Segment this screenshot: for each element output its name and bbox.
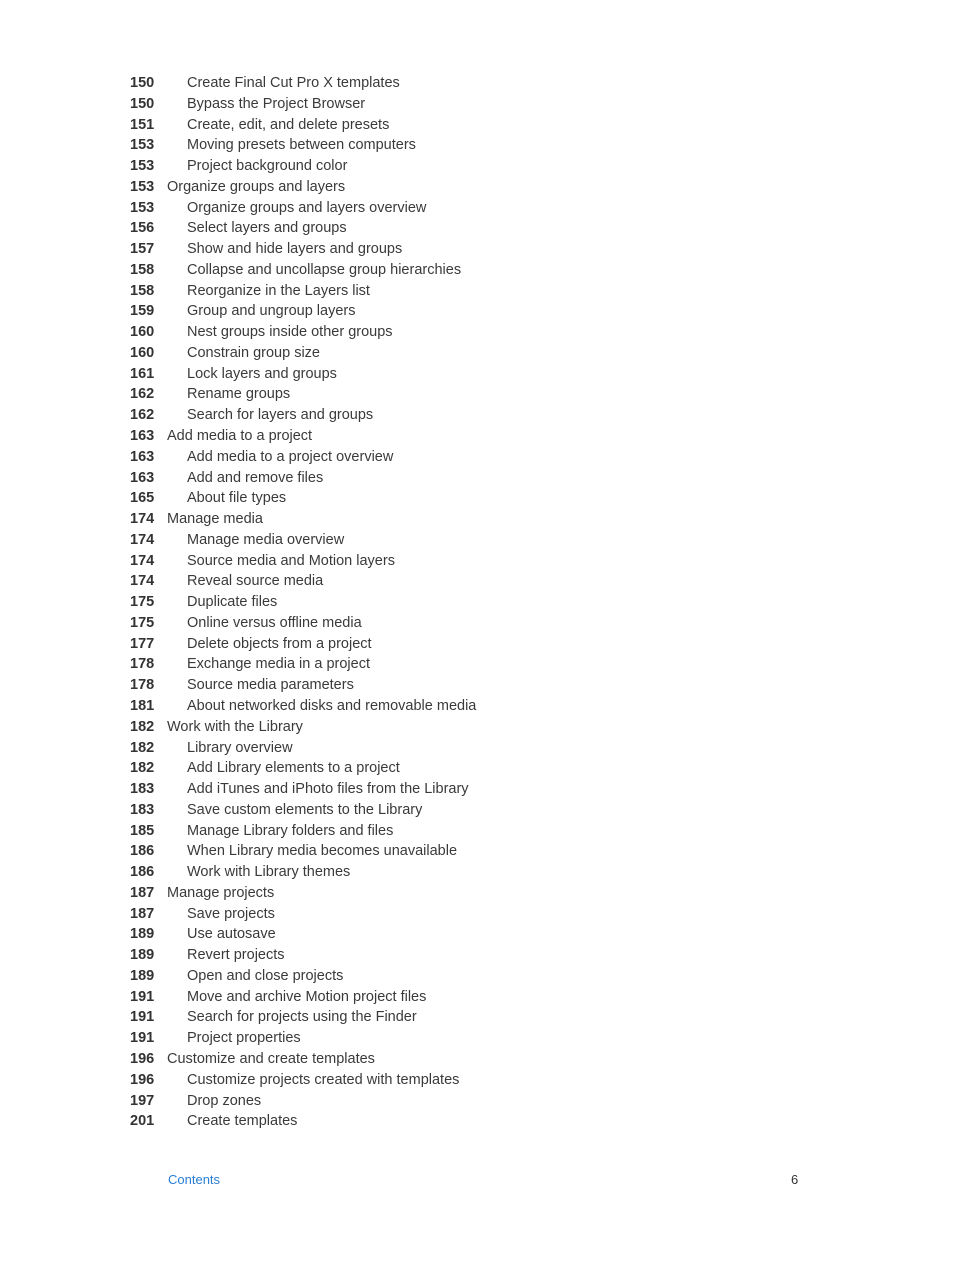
toc-entry[interactable] [130, 821, 730, 842]
toc-entry[interactable] [130, 675, 730, 696]
toc-title-link[interactable]: Online versus offline media [187, 614, 362, 631]
toc-page-number: 174 [130, 552, 155, 569]
toc-entry[interactable] [130, 696, 730, 717]
table-of-contents [130, 73, 730, 1132]
toc-page-number: 161 [130, 365, 155, 382]
toc-entry[interactable] [130, 1070, 730, 1091]
toc-title-link[interactable]: Source media parameters [187, 677, 354, 694]
toc-page-number: 196 [130, 1050, 155, 1067]
toc-title-link[interactable]: Add and remove files [187, 469, 324, 486]
toc-entry[interactable] [130, 239, 730, 260]
toc-chapter-entry[interactable] [130, 1049, 730, 1070]
toc-title-link[interactable]: Search for layers and groups [187, 407, 374, 424]
toc-entry[interactable] [130, 73, 730, 94]
toc-title-link[interactable]: Work with the Library [167, 718, 303, 735]
toc-page-number: 191 [130, 988, 155, 1005]
toc-page-number: 165 [130, 490, 155, 507]
toc-page-number: 186 [130, 843, 155, 860]
toc-entry[interactable] [130, 592, 730, 613]
toc-entry[interactable] [130, 260, 730, 281]
toc-title-link[interactable]: Source media and Motion layers [187, 552, 395, 569]
toc-title-link[interactable]: Nest groups inside other groups [187, 324, 393, 341]
toc-entry[interactable] [130, 904, 730, 925]
toc-page-number: 162 [130, 407, 155, 424]
toc-entry[interactable] [130, 945, 730, 966]
toc-chapter-entry[interactable] [130, 883, 730, 904]
toc-entry[interactable] [130, 1028, 730, 1049]
toc-title-link[interactable]: Project background color [187, 158, 348, 175]
toc-page-number: 183 [130, 781, 155, 798]
toc-entry[interactable] [130, 405, 730, 426]
toc-page-number: 187 [130, 884, 155, 901]
toc-entry[interactable] [130, 779, 730, 800]
page-number: 6 [791, 1172, 799, 1187]
toc-title-link[interactable]: Moving presets between computers [187, 137, 416, 154]
toc-page-number: 196 [130, 1071, 155, 1088]
toc-page-number: 174 [130, 573, 155, 590]
toc-entry[interactable] [130, 218, 730, 239]
toc-page-number: 201 [130, 1113, 155, 1130]
toc-title-link[interactable]: Add media to a project [167, 428, 313, 445]
toc-title-link[interactable]: Manage media [167, 511, 263, 528]
toc-page-number: 174 [130, 531, 155, 548]
toc-title-link[interactable]: Add Library elements to a project [187, 760, 400, 777]
toc-entry[interactable] [130, 654, 730, 675]
toc-page-number: 191 [130, 1009, 155, 1026]
toc-entry[interactable] [130, 198, 730, 219]
toc-entry[interactable] [130, 738, 730, 759]
toc-title-link[interactable]: Bypass the Project Browser [187, 95, 366, 112]
toc-title-link[interactable]: Constrain group size [187, 344, 320, 361]
toc-title-link[interactable]: About file types [187, 490, 287, 507]
toc-page-number: 158 [130, 261, 155, 278]
toc-title-link[interactable]: Create Final Cut Pro X templates [187, 75, 400, 91]
toc-entry[interactable] [130, 281, 730, 302]
toc-page-number: 182 [130, 760, 155, 777]
toc-page-number: 177 [130, 635, 155, 652]
toc-title-link[interactable]: Save projects [187, 905, 275, 922]
toc-entry[interactable] [130, 322, 730, 343]
toc-page-number: 182 [130, 739, 155, 756]
toc-chapter-entry[interactable] [130, 717, 730, 738]
toc-title-link[interactable]: Search for projects using the Finder [187, 1009, 417, 1026]
toc-page-number: 156 [130, 220, 155, 237]
toc-page-number: 189 [130, 947, 155, 964]
toc-title-link[interactable]: Work with Library themes [187, 864, 351, 881]
toc-page-number: 178 [130, 656, 155, 673]
toc-title-link[interactable]: Drop zones [187, 1092, 262, 1109]
toc-title-link[interactable]: Create templates [187, 1113, 298, 1130]
toc-page-number: 162 [130, 386, 155, 403]
toc-title-link[interactable]: About networked disks and removable media [187, 697, 477, 714]
toc-title-link[interactable]: Project properties [187, 1030, 301, 1047]
toc-chapter-entry[interactable] [130, 177, 730, 198]
toc-entry[interactable] [130, 384, 730, 405]
toc-title-link[interactable]: Add iTunes and iPhoto files from the Library [187, 781, 469, 798]
toc-entry[interactable] [130, 447, 730, 468]
toc-entry[interactable] [130, 800, 730, 821]
toc-title-link[interactable]: Customize and create templates [167, 1050, 375, 1067]
toc-title-link[interactable]: Show and hide layers and groups [187, 241, 403, 258]
toc-entry[interactable] [130, 987, 730, 1008]
toc-title-link[interactable]: Select layers and groups [187, 220, 347, 237]
toc-page-number: 160 [130, 324, 155, 341]
toc-entry[interactable] [130, 634, 730, 655]
toc-title-link[interactable]: Manage projects [167, 884, 275, 901]
toc-entry[interactable] [130, 613, 730, 634]
toc-page-number: 153 [130, 199, 155, 216]
toc-title-link[interactable]: Lock layers and groups [187, 365, 337, 382]
toc-page-number: 153 [130, 178, 155, 195]
toc-page-number: 178 [130, 677, 155, 694]
toc-entry[interactable] [130, 924, 730, 945]
toc-page-number: 158 [130, 282, 155, 299]
toc-page-number: 153 [130, 158, 155, 175]
toc-page-number: 185 [130, 822, 155, 839]
toc-title-link[interactable]: Customize projects created with templates [187, 1071, 460, 1088]
toc-title-link[interactable]: Open and close projects [187, 967, 344, 984]
toc-entry[interactable] [130, 115, 730, 136]
toc-page-number: 186 [130, 864, 155, 881]
toc-page-number: 189 [130, 967, 155, 984]
toc-page-number: 163 [130, 469, 155, 486]
toc-entry[interactable] [130, 488, 730, 509]
toc-page-number: 151 [130, 116, 155, 133]
toc-page-number: 183 [130, 801, 155, 818]
toc-title-link[interactable]: Revert projects [187, 947, 285, 964]
toc-entry[interactable] [130, 343, 730, 364]
toc-page-number: 191 [130, 1030, 155, 1047]
toc-chapter-entry[interactable] [130, 509, 730, 530]
toc-entry[interactable] [130, 966, 730, 987]
toc-title-link[interactable]: Collapse and uncollapse group hierarchies [187, 261, 462, 278]
toc-title-link[interactable]: Move and archive Motion project files [187, 988, 427, 1005]
toc-title-link[interactable]: Organize groups and layers overview [187, 199, 427, 216]
toc-page-number: 175 [130, 614, 155, 631]
toc-title-link[interactable]: Add media to a project overview [187, 448, 394, 465]
toc-title-link[interactable]: Manage media overview [187, 531, 345, 548]
toc-entry[interactable] [130, 156, 730, 177]
toc-page-number: 157 [130, 241, 155, 258]
toc-title-link[interactable]: Library overview [187, 739, 293, 756]
toc-title-link[interactable]: Duplicate files [187, 594, 278, 611]
toc-page-number: 187 [130, 905, 155, 922]
toc-entry[interactable] [130, 301, 730, 322]
toc-page-number: 182 [130, 718, 155, 735]
toc-entry[interactable] [130, 468, 730, 489]
toc-entry[interactable] [130, 551, 730, 572]
toc-entry[interactable] [130, 1111, 730, 1132]
toc-entry[interactable] [130, 1091, 730, 1112]
toc-page-number: 163 [130, 448, 155, 465]
toc-page-number: 160 [130, 344, 155, 361]
toc-page-number: 197 [130, 1092, 155, 1109]
toc-entry[interactable] [130, 135, 730, 156]
toc-title-link[interactable]: Reveal source media [187, 573, 324, 590]
toc-entry[interactable] [130, 862, 730, 883]
toc-title-link[interactable]: Organize groups and layers [167, 178, 346, 195]
toc-title-link[interactable]: Exchange media in a project [187, 656, 370, 673]
toc-page-number: 159 [130, 303, 155, 320]
toc-title-link[interactable]: Rename groups [187, 386, 291, 403]
toc-title-link[interactable]: When Library media becomes unavailable [187, 843, 458, 860]
toc-title-link[interactable]: Use autosave [187, 926, 276, 943]
toc-page-number: 174 [130, 511, 155, 528]
toc-entry[interactable] [130, 841, 730, 862]
toc-entry[interactable] [130, 571, 730, 592]
toc-entry[interactable] [130, 1007, 730, 1028]
toc-entry[interactable] [130, 530, 730, 551]
toc-title-link[interactable]: Delete objects from a project [187, 635, 372, 652]
toc-page-number: 189 [130, 926, 155, 943]
toc-page-number: 150 [130, 75, 155, 91]
contents-link[interactable]: Contents [168, 1172, 221, 1187]
toc-page-number: 175 [130, 594, 155, 611]
toc-page-number: 150 [130, 95, 155, 112]
toc-entry[interactable] [130, 94, 730, 115]
toc-page-number: 181 [130, 697, 155, 714]
toc-page-number: 163 [130, 428, 155, 445]
toc-title-link[interactable]: Create, edit, and delete presets [187, 116, 390, 133]
toc-title-link[interactable]: Save custom elements to the Library [187, 801, 423, 818]
toc-title-link[interactable]: Group and ungroup layers [187, 303, 356, 320]
toc-page-number: 153 [130, 137, 155, 154]
toc-title-link[interactable]: Reorganize in the Layers list [187, 282, 370, 299]
toc-chapter-entry[interactable] [130, 426, 730, 447]
toc-title-link[interactable]: Manage Library folders and files [187, 822, 394, 839]
toc-entry[interactable] [130, 758, 730, 779]
toc-entry[interactable] [130, 364, 730, 385]
